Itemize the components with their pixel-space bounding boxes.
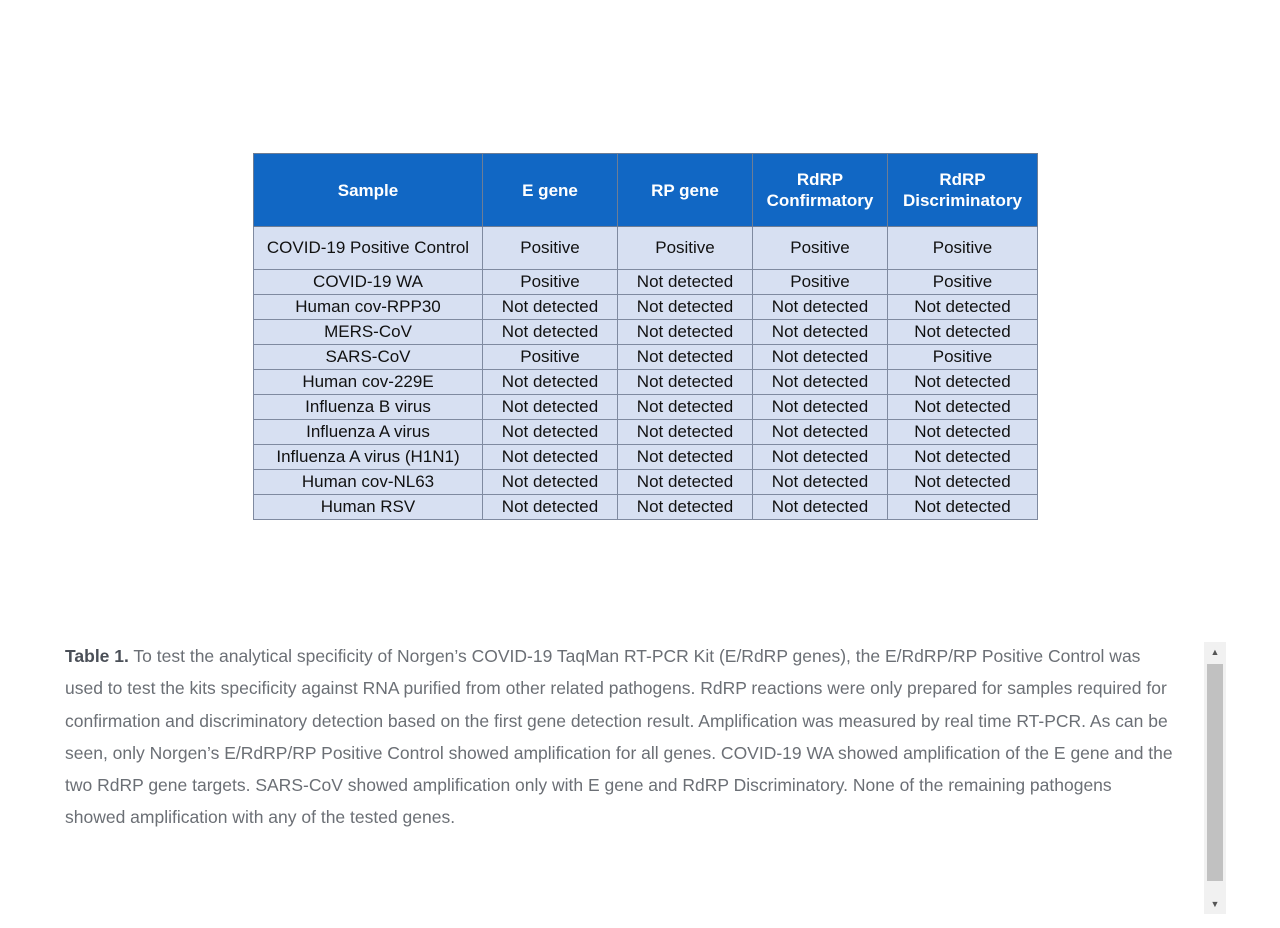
table-caption <box>65 640 1175 834</box>
cell-sample: Influenza B virus <box>254 395 483 420</box>
caption-text: To test the analytical specificity of Norgen’s COVID-19 TaqMan RT-PCR Kit (E/RdRP genes), the E/RdRP/RP Positive Control was used to test the kits specificity against RNA purified from other related pathogens. RdRP reactions were only prepared for samples required for confirmation and discriminatory detection based on the first gene detection result. Amplification was measured by real time RT-PCR. As can be seen, only Norgen’s E/RdRP/RP Positive Control showed amplification for all genes. COVID-19 WA showed amplification of the E gene and the two RdRP gene targets. SARS-CoV showed amplification only with E gene and RdRP Discriminatory. None of the remaining pathogens showed amplification with any of the tested genes. <box>65 646 1173 828</box>
table-row <box>254 470 1038 495</box>
specificity-table <box>253 153 1038 520</box>
cell-rdrp-conf: Positive <box>753 227 888 270</box>
table-row <box>254 227 1038 270</box>
cell-rdrp-disc: Positive <box>888 270 1038 295</box>
cell-rdrp-conf: Not detected <box>753 445 888 470</box>
cell-rp-gene: Positive <box>618 227 753 270</box>
cell-e-gene: Not detected <box>483 495 618 520</box>
header-rdrp-confirmatory-line1: RdRP <box>796 170 844 189</box>
cell-sample: Human cov-229E <box>254 370 483 395</box>
cell-rdrp-disc: Not detected <box>888 470 1038 495</box>
cell-e-gene: Not detected <box>483 445 618 470</box>
header-rdrp-discriminatory <box>888 154 1038 227</box>
cell-rdrp-conf: Not detected <box>753 495 888 520</box>
cell-rdrp-conf: Not detected <box>753 420 888 445</box>
cell-rdrp-disc: Not detected <box>888 295 1038 320</box>
cell-rdrp-conf: Positive <box>753 270 888 295</box>
cell-e-gene: Not detected <box>483 370 618 395</box>
table-row <box>254 270 1038 295</box>
cell-rdrp-disc: Not detected <box>888 320 1038 345</box>
cell-rp-gene: Not detected <box>618 495 753 520</box>
table-row <box>254 320 1038 345</box>
cell-sample: MERS-CoV <box>254 320 483 345</box>
table-row <box>254 445 1038 470</box>
cell-rdrp-conf: Not detected <box>753 320 888 345</box>
cell-sample: Human cov-RPP30 <box>254 295 483 320</box>
cell-rp-gene: Not detected <box>618 345 753 370</box>
cell-e-gene: Positive <box>483 227 618 270</box>
cell-rp-gene: Not detected <box>618 370 753 395</box>
cell-rdrp-disc: Not detected <box>888 420 1038 445</box>
cell-rdrp-disc: Not detected <box>888 495 1038 520</box>
cell-sample: Human RSV <box>254 495 483 520</box>
cell-e-gene: Not detected <box>483 320 618 345</box>
cell-rdrp-conf: Not detected <box>753 395 888 420</box>
cell-rdrp-conf: Not detected <box>753 345 888 370</box>
cell-rp-gene: Not detected <box>618 470 753 495</box>
table-row <box>254 370 1038 395</box>
cell-rdrp-disc: Positive <box>888 227 1038 270</box>
cell-sample: COVID-19 Positive Control <box>254 227 483 270</box>
header-rdrp-discriminatory-line1: RdRP <box>939 170 986 189</box>
cell-rp-gene: Not detected <box>618 445 753 470</box>
header-sample: Sample <box>254 154 483 227</box>
caption-label: Table 1. <box>65 646 129 666</box>
cell-sample: Influenza A virus (H1N1) <box>254 445 483 470</box>
table-row <box>254 295 1038 320</box>
header-rdrp-discriminatory-line2: Discriminatory <box>902 191 1023 210</box>
cell-e-gene: Not detected <box>483 395 618 420</box>
triangle-down-icon: ▼ <box>1210 899 1220 909</box>
cell-rp-gene: Not detected <box>618 320 753 345</box>
cell-e-gene: Positive <box>483 270 618 295</box>
cell-sample: COVID-19 WA <box>254 270 483 295</box>
table-row <box>254 420 1038 445</box>
cell-sample: Human cov-NL63 <box>254 470 483 495</box>
header-e-gene: E gene <box>483 154 618 227</box>
results-table-image <box>253 153 1037 520</box>
cell-e-gene: Not detected <box>483 420 618 445</box>
cell-rdrp-conf: Not detected <box>753 295 888 320</box>
cell-rp-gene: Not detected <box>618 420 753 445</box>
scrollbar-thumb[interactable] <box>1207 664 1223 881</box>
cell-rp-gene: Not detected <box>618 270 753 295</box>
cell-rdrp-disc: Not detected <box>888 370 1038 395</box>
table-row <box>254 495 1038 520</box>
scroll-down-arrow[interactable] <box>1204 894 1226 914</box>
table-row <box>254 395 1038 420</box>
table-header-row <box>254 154 1038 227</box>
triangle-up-icon: ▲ <box>1210 647 1220 657</box>
caption-scrollbar[interactable] <box>1204 642 1226 914</box>
cell-e-gene: Not detected <box>483 295 618 320</box>
cell-rp-gene: Not detected <box>618 395 753 420</box>
cell-rdrp-disc: Not detected <box>888 395 1038 420</box>
cell-sample: SARS-CoV <box>254 345 483 370</box>
cell-rp-gene: Not detected <box>618 295 753 320</box>
cell-sample: Influenza A virus <box>254 420 483 445</box>
cell-e-gene: Positive <box>483 345 618 370</box>
cell-rdrp-conf: Not detected <box>753 370 888 395</box>
header-rp-gene: RP gene <box>618 154 753 227</box>
cell-rdrp-disc: Positive <box>888 345 1038 370</box>
cell-e-gene: Not detected <box>483 470 618 495</box>
header-rdrp-confirmatory-line2: Confirmatory <box>766 191 874 210</box>
cell-rdrp-disc: Not detected <box>888 445 1038 470</box>
table-row <box>254 345 1038 370</box>
header-rdrp-confirmatory <box>753 154 888 227</box>
table-body <box>254 227 1038 520</box>
cell-rdrp-conf: Not detected <box>753 470 888 495</box>
scroll-up-arrow[interactable] <box>1204 642 1226 662</box>
